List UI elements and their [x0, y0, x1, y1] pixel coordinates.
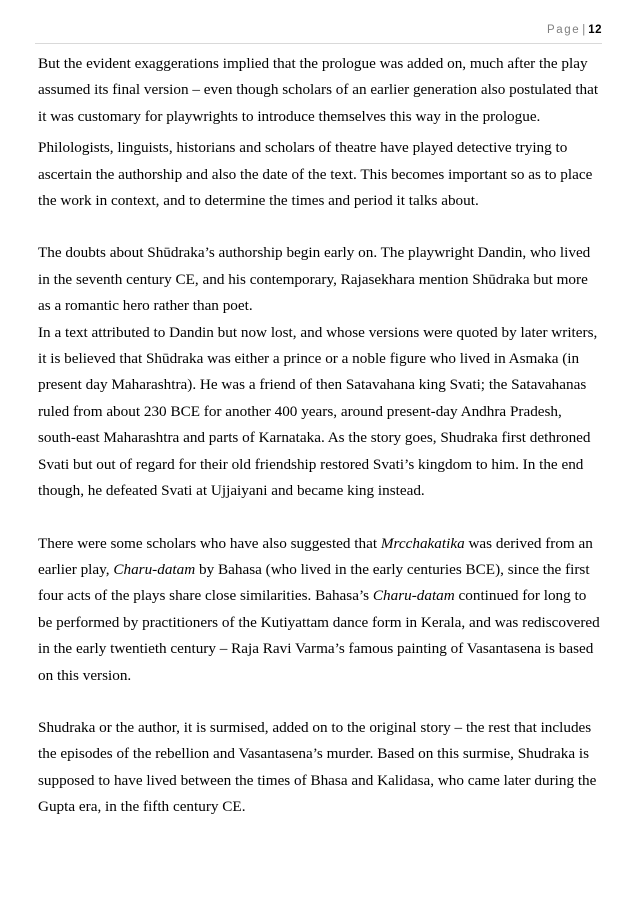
page-separator: | — [582, 24, 586, 36]
paragraph-spacer — [38, 689, 600, 715]
paragraph-2: Philologists, linguists, historians and scholars of theatre have played detective trying to ascertain the authorship and also the date of the text. This becomes important so as to place the work in context, and to determine the times and period it talks about. — [38, 139, 593, 210]
paragraph-5-text-3: by Bahasa (who lived in the early centuries BCE), since the first four acts of the plays share close similarities. Bahasa’s — [38, 560, 590, 605]
paragraph-3: The doubts about Shūdraka’s authorship begin early on. The playwright Dandin, who lived in the seventh century CE, and his contemporary, Rajasekhara mention Shūdraka but more as a romantic hero rather than poet. — [38, 244, 591, 315]
work-title-charu-datam: Charu-datam — [372, 587, 455, 605]
paragraph-spacer — [38, 505, 600, 531]
paragraph-5-text-1: There were some scholars who have also suggested that — [38, 534, 381, 552]
paragraph-1: But the evident exaggerations implied that the prologue was added on, much after the play assumed its final version – even though scholars of an earlier generation also postulated that it was customary for playwrights to introduce themselves this way in the prologue. — [38, 55, 599, 125]
paragraph-6: Shudraka or the author, it is surmised, added on to the original story – the rest that includes the episodes of the rebellion and Vasantasena’s murder. Based on this surmise, Shudraka is supposed to have lived between the times of Bhasa and Kalidasa, who came later during the Gupta era, in the fifth century CE. — [38, 718, 597, 816]
paragraph-5-text-4: continued for long to be performed by practitioners of the Kutiyattam dance form in Kerala, and was rediscovered in the early twentieth century – Raja Ravi Varma’s famous painting of Vasantasena is based on this version. — [38, 587, 600, 684]
page-body — [38, 51, 600, 821]
page-header — [547, 23, 602, 37]
paragraph-5 — [38, 531, 600, 689]
header-divider — [35, 43, 602, 44]
page-number: 12 — [588, 24, 602, 36]
paragraph-spacer — [38, 214, 600, 240]
work-title-mrcchakatika: Mrcchakatika — [380, 534, 465, 552]
page-label: Page — [546, 24, 581, 36]
paragraph-4: In a text attributed to Dandin but now lost, and whose versions were quoted by later writers, it is believed that Shūdraka was either a prince or a noble figure who lived in Asmaka (in present day Maharashtra). He was a friend of then Satavahana king Svati; the Satavahanas ruled from about 230 BCE for another 400 years, around present-day Andhra Pradesh, south-east Maharashtra and parts of Karnataka. As the story goes, Shudraka first dethroned Svati but out of regard for their old friendship restored Svati’s kingdom to him. In the end though, he defeated Svati at Ujjaiyani and became king instead. — [38, 323, 598, 500]
paragraph-5-text-2: was derived from an earlier play, — [38, 534, 593, 578]
work-title-charu-datam: Charu-datam — [113, 560, 196, 578]
